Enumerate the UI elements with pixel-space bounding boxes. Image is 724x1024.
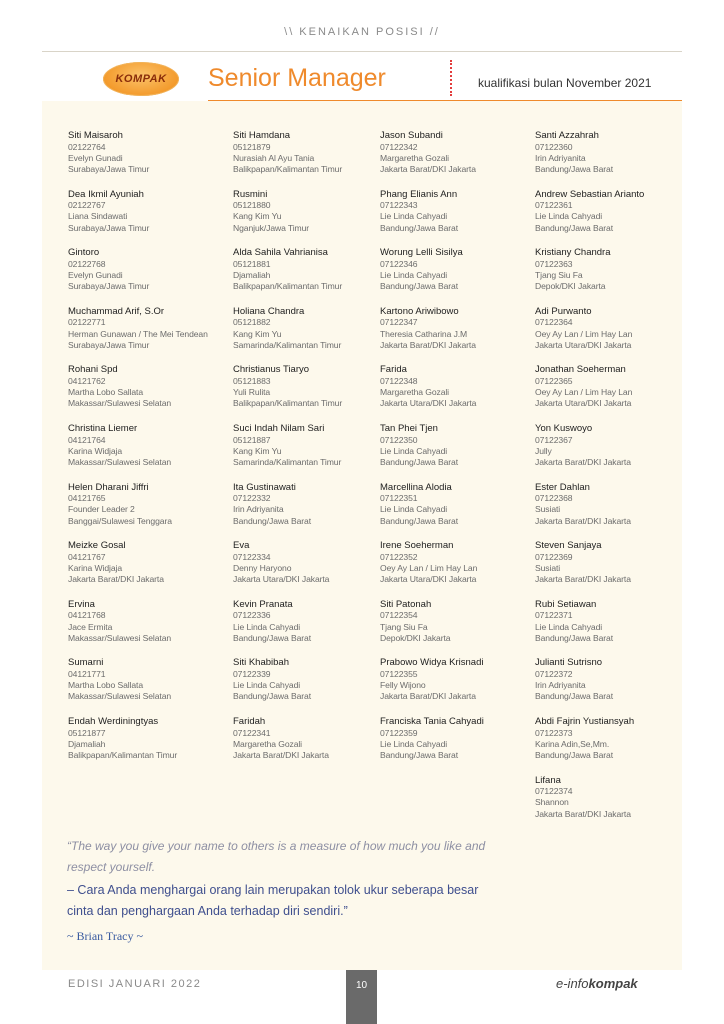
- member-name: Siti Maisaroh: [68, 130, 123, 141]
- member-city: Jakarta Utara/DKI Jakarta: [380, 574, 477, 585]
- member-city: Balikpapan/Kalimantan Timur: [233, 281, 343, 292]
- member-sponsor: Djamaliah: [233, 269, 271, 280]
- member-entry: [535, 364, 685, 409]
- member-sponsor: Susiati: [535, 504, 561, 515]
- member-id: 07122374: [535, 786, 573, 797]
- member-entry: [68, 364, 218, 409]
- member-entry: [233, 599, 383, 644]
- member-sponsor: Felly Wijono: [380, 680, 426, 691]
- member-entry: [233, 657, 383, 702]
- logo-text: KOMPAK: [115, 73, 167, 85]
- member-name: Christianus Tiaryo: [233, 364, 310, 376]
- member-name: Ester Dahlan: [535, 481, 590, 493]
- member-entry: [233, 364, 383, 409]
- member-entry: [233, 189, 383, 234]
- member-sponsor: Irin Adriyanita: [233, 504, 284, 515]
- member-sponsor: Lie Linda Cahyadi: [535, 621, 603, 632]
- member-name: Andrew Sebastian Arianto: [535, 188, 645, 200]
- member-id: 04121771: [68, 668, 106, 679]
- member-id: 04121765: [68, 493, 106, 504]
- member-city: Makassar/Sulawesi Selatan: [68, 691, 172, 702]
- member-id: 07122364: [535, 317, 573, 328]
- member-city: Bandung/Jawa Barat: [233, 632, 311, 643]
- member-entry: [380, 657, 530, 702]
- kompak-logo: [103, 62, 179, 96]
- member-id: 05121881: [233, 258, 271, 269]
- member-entry: [380, 540, 530, 585]
- member-city: Makassar/Sulawesi Selatan: [68, 456, 172, 467]
- member-name: Ervina: [68, 598, 95, 610]
- member-city: Surabaya/Jawa Timur: [68, 222, 150, 233]
- member-entry: [380, 599, 530, 644]
- top-divider: [42, 51, 682, 52]
- member-city: Depok/DKI Jakarta: [380, 632, 451, 643]
- member-id: 07122369: [535, 551, 573, 562]
- member-name: Santi Azzahrah: [535, 130, 599, 141]
- member-sponsor: Liana Sindawati: [68, 211, 128, 222]
- member-name: Prabowo Widya Krisnadi: [380, 657, 484, 669]
- member-name: Jonathan Soeherman: [535, 364, 626, 376]
- member-id: 02122764: [68, 141, 106, 152]
- member-id: 07122334: [233, 551, 271, 562]
- member-sponsor: Lie Linda Cahyadi: [233, 621, 301, 632]
- member-entry: [535, 189, 685, 234]
- member-city: Surabaya/Jawa Timur: [68, 339, 150, 350]
- member-entry: [535, 423, 685, 468]
- member-entry: [380, 716, 530, 761]
- member-city: Balikpapan/Kalimantan Timur: [68, 750, 178, 760]
- member-entry: [535, 130, 685, 175]
- member-name: Rusmini: [233, 188, 268, 200]
- member-entry: [233, 423, 383, 468]
- member-city: Jakarta Barat/DKI Jakarta: [68, 574, 164, 585]
- member-name: Siti Patonah: [380, 598, 432, 610]
- member-column-4: [535, 130, 685, 833]
- member-name: Marcellina Alodia: [380, 481, 452, 493]
- dotted-divider: [450, 60, 452, 96]
- member-entry: [233, 130, 383, 175]
- member-id: 07122341: [233, 727, 271, 738]
- member-id: 07122363: [535, 258, 573, 269]
- member-city: Bandung/Jawa Barat: [380, 222, 458, 233]
- member-name: Abdi Fajrin Yustiansyah: [535, 716, 635, 728]
- member-entry: [68, 130, 218, 175]
- member-column-2: [233, 130, 383, 775]
- member-sponsor: Susiati: [535, 562, 561, 573]
- member-name: Christina Liemer: [68, 423, 138, 435]
- member-id: 07122360: [535, 141, 573, 152]
- member-entry: [68, 247, 218, 292]
- member-city: Jakarta Barat/DKI Jakarta: [380, 163, 476, 174]
- member-sponsor: Karina Widjaja: [68, 445, 123, 456]
- member-entry: [380, 423, 530, 468]
- member-name: Eva: [233, 540, 250, 552]
- member-id: 07122367: [535, 434, 573, 445]
- member-sponsor: Jully: [535, 445, 552, 456]
- member-entry: [233, 716, 383, 761]
- member-city: Jakarta Barat/DKI Jakarta: [380, 339, 476, 350]
- member-sponsor: Denny Haryono: [233, 562, 292, 573]
- member-sponsor: Lie Linda Cahyadi: [233, 680, 301, 691]
- member-entry: [380, 247, 530, 292]
- member-column-1: [68, 130, 218, 775]
- member-sponsor: Herman Gunawan / The Mei Tendean: [68, 328, 208, 339]
- member-id: 04121767: [68, 551, 106, 562]
- member-name: Ita Gustinawati: [233, 481, 296, 493]
- member-name: Suci Indah Nilam Sari: [233, 423, 325, 435]
- member-name: Kristiany Chandra: [535, 247, 611, 259]
- brand-label: [556, 976, 638, 991]
- member-sponsor: Lie Linda Cahyadi: [380, 504, 448, 515]
- member-id: 07122355: [380, 668, 418, 679]
- member-city: Bandung/Jawa Barat: [380, 515, 458, 526]
- member-city: Jakarta Barat/DKI Jakarta: [535, 515, 631, 526]
- brand-prefix: e-info: [556, 976, 589, 991]
- member-city: Jakarta Barat/DKI Jakarta: [535, 456, 631, 467]
- member-entry: [68, 657, 218, 702]
- member-entry: [68, 540, 218, 585]
- member-id: 07122339: [233, 668, 271, 679]
- member-city: Bandung/Jawa Barat: [380, 750, 458, 760]
- member-city: Jakarta Utara/DKI Jakarta: [535, 339, 632, 350]
- member-id: 07122368: [535, 493, 573, 504]
- member-city: Jakarta Barat/DKI Jakarta: [535, 808, 631, 819]
- member-id: 07122348: [380, 375, 418, 386]
- member-name: Alda Sahila Vahrianisa: [233, 247, 328, 259]
- member-sponsor: Kang Kim Yu: [233, 445, 282, 456]
- member-id: 07122359: [380, 727, 418, 738]
- member-name: Kartono Ariwibowo: [380, 305, 459, 317]
- member-name: Meizke Gosal: [68, 540, 126, 552]
- member-sponsor: Lie Linda Cahyadi: [535, 211, 603, 222]
- member-id: 07122373: [535, 727, 573, 738]
- member-sponsor: Evelyn Gunadi: [68, 269, 123, 280]
- member-id: 05121877: [68, 727, 106, 738]
- member-sponsor: Lie Linda Cahyadi: [380, 445, 448, 456]
- member-city: Samarinda/Kalimantan Timur: [233, 456, 342, 467]
- member-city: Bandung/Jawa Barat: [535, 691, 613, 702]
- member-sponsor: Yuli Rulita: [233, 387, 271, 398]
- member-id: 07122361: [535, 200, 573, 211]
- member-id: 02122771: [68, 317, 106, 328]
- page-number: 10: [346, 970, 377, 1024]
- member-sponsor: Kang Kim Yu: [233, 328, 282, 339]
- member-city: Balikpapan/Kalimantan Timur: [233, 398, 343, 409]
- member-entry: [535, 599, 685, 644]
- member-sponsor: Karina Widjaja: [68, 562, 123, 573]
- member-sponsor: Lie Linda Cahyadi: [380, 738, 448, 749]
- member-city: Bandung/Jawa Barat: [535, 750, 613, 760]
- member-city: Bandung/Jawa Barat: [380, 281, 458, 292]
- member-name: Muchammad Arif, S.Or: [68, 305, 165, 317]
- page-title: Senior Manager: [208, 64, 386, 92]
- member-entry: [68, 599, 218, 644]
- member-name: Faridah: [233, 716, 266, 728]
- member-name: Worung Lelli Sisilya: [380, 247, 463, 259]
- quote-author: ~ Brian Tracy ~: [67, 929, 143, 943]
- member-name: Holiana Chandra: [233, 305, 305, 317]
- member-id: 05121887: [233, 434, 271, 445]
- member-sponsor: Kang Kim Yu: [233, 211, 282, 222]
- member-entry: [380, 482, 530, 527]
- member-name: Jason Subandi: [380, 130, 443, 141]
- member-sponsor: Tjang Siu Fa: [380, 621, 428, 632]
- member-id: 05121880: [233, 200, 271, 211]
- member-id: 04121764: [68, 434, 106, 445]
- member-sponsor: Karina Adin,Se,Mm.: [535, 738, 610, 749]
- member-entry: [233, 540, 383, 585]
- member-entry: [380, 306, 530, 351]
- member-name: Dea Ikmil Ayuniah: [68, 188, 144, 200]
- member-name: Gintoro: [68, 247, 100, 259]
- member-id: 07122351: [380, 493, 418, 504]
- member-city: Surabaya/Jawa Timur: [68, 281, 150, 292]
- member-city: Surabaya/Jawa Timur: [68, 163, 150, 174]
- member-name: Adi Purwanto: [535, 305, 592, 317]
- member-entry: [68, 716, 218, 761]
- member-sponsor: Margaretha Gozali: [380, 387, 449, 398]
- member-id: 07122365: [535, 375, 573, 386]
- member-sponsor: Martha Lobo Sallata: [68, 680, 144, 691]
- member-city: Jakarta Barat/DKI Jakarta: [233, 750, 329, 760]
- member-name: Sumarni: [68, 657, 104, 669]
- member-entry: [233, 306, 383, 351]
- member-id: 07122342: [380, 141, 418, 152]
- member-city: Samarinda/Kalimantan Timur: [233, 339, 342, 350]
- member-sponsor: Nurasiah Al Ayu Tania: [233, 152, 315, 163]
- member-entry: [535, 306, 685, 351]
- member-city: Depok/DKI Jakarta: [535, 281, 606, 292]
- member-city: Bandung/Jawa Barat: [535, 632, 613, 643]
- member-entry: [68, 482, 218, 527]
- member-entry: [535, 716, 685, 761]
- member-entry: [380, 130, 530, 175]
- qualification-text: kualifikasi bulan November 2021: [478, 76, 652, 90]
- member-name: Helen Dharani Jiffri: [68, 481, 149, 493]
- member-id: 05121883: [233, 375, 271, 386]
- member-city: Bandung/Jawa Barat: [535, 163, 613, 174]
- member-name: Rubi Setiawan: [535, 598, 597, 610]
- member-name: Tan Phei Tjen: [380, 423, 438, 435]
- member-city: Balikpapan/Kalimantan Timur: [233, 163, 343, 174]
- member-id: 04121768: [68, 610, 106, 621]
- brand-bold: kompak: [588, 976, 638, 991]
- member-name: Kevin Pranata: [233, 598, 293, 610]
- member-sponsor: Shannon: [535, 797, 569, 808]
- member-id: 07122347: [380, 317, 418, 328]
- quote-indonesian: – Cara Anda menghargai orang lain merupakan tolok ukur seberapa besar cinta dan penghargaan Anda terhadap diri sendiri.”: [67, 883, 479, 918]
- member-sponsor: Tjang Siu Fa: [535, 269, 583, 280]
- member-name: Yon Kuswoyo: [535, 423, 593, 435]
- member-id: 02122767: [68, 200, 106, 211]
- member-entry: [380, 189, 530, 234]
- member-id: 07122346: [380, 258, 418, 269]
- member-entry: [380, 364, 530, 409]
- member-id: 07122336: [233, 610, 271, 621]
- member-city: Makassar/Sulawesi Selatan: [68, 632, 172, 643]
- member-id: 07122350: [380, 434, 418, 445]
- member-city: Banggai/Sulawesi Tenggara: [68, 515, 172, 526]
- member-sponsor: Martha Lobo Sallata: [68, 387, 144, 398]
- member-sponsor: Irin Adriyanita: [535, 152, 586, 163]
- member-name: Siti Hamdana: [233, 130, 291, 141]
- member-sponsor: Jace Ermita: [68, 621, 113, 632]
- member-sponsor: Theresia Catharina J.M: [380, 328, 468, 339]
- member-id: 07122343: [380, 200, 418, 211]
- member-entry: [68, 423, 218, 468]
- member-id: 04121762: [68, 375, 106, 386]
- member-sponsor: Oey Ay Lan / Lim Hay Lan: [535, 328, 633, 339]
- member-city: Bandung/Jawa Barat: [233, 691, 311, 702]
- member-id: 07122354: [380, 610, 418, 621]
- member-sponsor: Lie Linda Cahyadi: [380, 211, 448, 222]
- member-id: 07122332: [233, 493, 271, 504]
- member-column-3: [380, 130, 530, 775]
- member-entry: [68, 306, 218, 351]
- member-city: Makassar/Sulawesi Selatan: [68, 398, 172, 409]
- member-name: Endah Werdiningtyas: [68, 716, 159, 728]
- member-city: Jakarta Barat/DKI Jakarta: [380, 691, 476, 702]
- section-tag: \\ KENAIKAN POSISI //: [284, 26, 440, 38]
- member-name: Irene Soeherman: [380, 540, 454, 552]
- member-name: Steven Sanjaya: [535, 540, 602, 552]
- member-name: Franciska Tania Cahyadi: [380, 716, 484, 728]
- member-sponsor: Margaretha Gozali: [233, 738, 302, 749]
- member-id: 07122371: [535, 610, 573, 621]
- member-entry: [68, 189, 218, 234]
- member-sponsor: Lie Linda Cahyadi: [380, 269, 448, 280]
- member-entry: [233, 482, 383, 527]
- member-sponsor: Irin Adriyanita: [535, 680, 586, 691]
- member-id: 05121879: [233, 141, 271, 152]
- member-entry: [535, 775, 685, 820]
- member-entry: [535, 247, 685, 292]
- member-name: Siti Khabibah: [233, 657, 289, 669]
- member-name: Lifana: [535, 774, 561, 786]
- member-sponsor: Margaretha Gozali: [380, 152, 449, 163]
- member-sponsor: Founder Leader 2: [68, 504, 135, 515]
- member-sponsor: Evelyn Gunadi: [68, 152, 123, 163]
- member-sponsor: Oey Ay Lan / Lim Hay Lan: [380, 562, 478, 573]
- quote-english: “The way you give your name to others is a measure of how much you like and respect yourself.: [67, 839, 486, 874]
- member-city: Bandung/Jawa Barat: [233, 515, 311, 526]
- member-entry: [535, 657, 685, 702]
- member-city: Jakarta Utara/DKI Jakarta: [380, 398, 477, 409]
- member-sponsor: Djamaliah: [68, 738, 106, 749]
- member-id: 05121882: [233, 317, 271, 328]
- member-city: Jakarta Utara/DKI Jakarta: [535, 398, 632, 409]
- member-city: Jakarta Barat/DKI Jakarta: [535, 574, 631, 585]
- member-id: 02122768: [68, 258, 106, 269]
- member-id: 07122372: [535, 668, 573, 679]
- member-entry: [233, 247, 383, 292]
- edition-label: EDISI JANUARI 2022: [68, 978, 202, 990]
- member-entry: [535, 540, 685, 585]
- member-entry: [535, 482, 685, 527]
- member-city: Jakarta Utara/DKI Jakarta: [233, 574, 330, 585]
- member-name: Phang Elianis Ann: [380, 188, 458, 200]
- member-name: Rohani Spd: [68, 364, 118, 376]
- member-city: Bandung/Jawa Barat: [535, 222, 613, 233]
- member-sponsor: Oey Ay Lan / Lim Hay Lan: [535, 387, 633, 398]
- member-city: Bandung/Jawa Barat: [380, 456, 458, 467]
- title-underline: [208, 100, 682, 101]
- member-city: Nganjuk/Jawa Timur: [233, 222, 310, 233]
- member-name: Farida: [380, 364, 407, 376]
- member-id: 07122352: [380, 551, 418, 562]
- member-name: Julianti Sutrisno: [535, 657, 603, 669]
